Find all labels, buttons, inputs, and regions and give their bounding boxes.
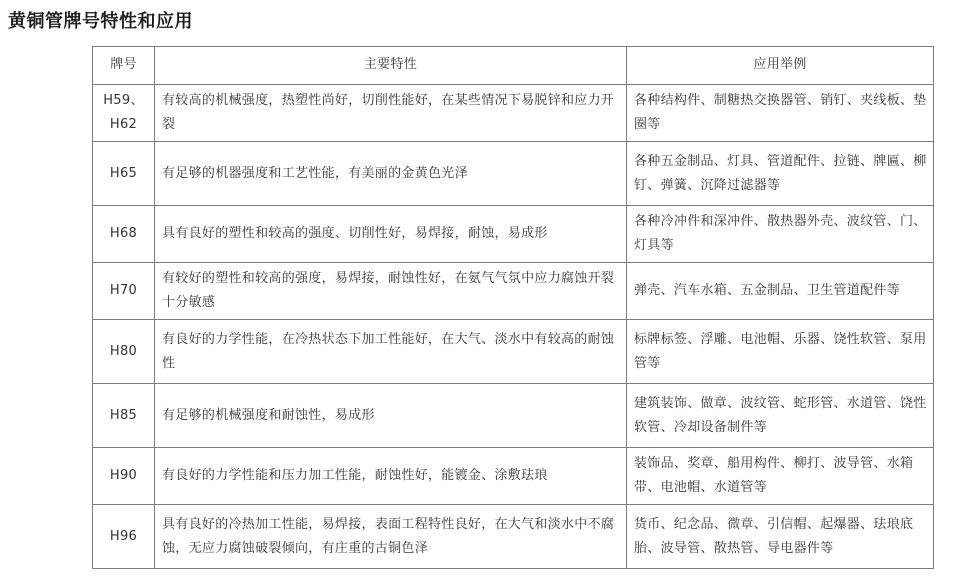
- page-title: 黄铜管牌号特性和应用: [8, 11, 193, 32]
- table-row: [93, 384, 934, 448]
- header-features: 主要特性: [155, 47, 627, 85]
- grade-cell: H68: [93, 206, 155, 263]
- table-row: [93, 142, 934, 206]
- table-row: [93, 206, 934, 263]
- grade-cell: H80: [93, 320, 155, 384]
- applications-cell: 标牌标签、浮雕、电池帽、乐器、饶性软管、泵用管等: [627, 320, 934, 384]
- table-row: [93, 505, 934, 569]
- grade-cell: H96: [93, 505, 155, 569]
- table-row: [93, 320, 934, 384]
- features-cell: 有良好的力学性能，在冷热状态下加工性能好，在大气、淡水中有较高的耐蚀性: [155, 320, 627, 384]
- applications-cell: 货币、纪念品、微章、引信帽、起爆器、珐琅底胎、波导管、散热管、导电器件等: [627, 505, 934, 569]
- features-cell: 有足够的机器强度和工艺性能，有美丽的金黄色光泽: [155, 142, 627, 206]
- table-header-row: [93, 47, 934, 85]
- table-row: [93, 448, 934, 505]
- features-cell: 有较高的机械强度，热塑性尚好，切削性能好，在某些情况下易脱锌和应力开裂: [155, 85, 627, 142]
- header-grade: 牌号: [93, 47, 155, 85]
- grade-cell: H90: [93, 448, 155, 505]
- grade-cell: H65: [93, 142, 155, 206]
- features-cell: 有足够的机械强度和耐蚀性，易成形: [155, 384, 627, 448]
- features-cell: 具有良好的塑性和较高的强度、切削性好，易焊接，耐蚀，易成形: [155, 206, 627, 263]
- brass-grade-table: [92, 46, 934, 569]
- features-cell: 有较好的塑性和较高的强度，易焊接，耐蚀性好，在氨气气氛中应力腐蚀开裂十分敏感: [155, 263, 627, 320]
- applications-cell: 各种冷冲件和深冲件、散热器外壳、波纹管、门、灯具等: [627, 206, 934, 263]
- applications-cell: 弹壳、汽车水箱、五金制品、卫生管道配件等: [627, 263, 934, 320]
- applications-cell: 建筑装饰、做章、波纹管、蛇形管、水道管、饶性软管、冷却设备制件等: [627, 384, 934, 448]
- grade-cell: H85: [93, 384, 155, 448]
- grade-cell: H70: [93, 263, 155, 320]
- grade-cell: H59、H62: [93, 85, 155, 142]
- features-cell: 有良好的力学性能和压力加工性能，耐蚀性好，能镀金、涂敷珐琅: [155, 448, 627, 505]
- applications-cell: 装饰品、奖章、船用构件、柳打、波导管、水箱带、电池帽、水道管等: [627, 448, 934, 505]
- features-cell: 具有良好的冷热加工性能，易焊接，表面工程特性良好，在大气和淡水中不腐蚀，无应力腐蚀破裂倾向，有庄重的古铜色泽: [155, 505, 627, 569]
- header-applications: 应用举例: [627, 47, 934, 85]
- table-row: [93, 263, 934, 320]
- table-row: [93, 85, 934, 142]
- applications-cell: 各种五金制品、灯具、管道配件、拉链、牌匾、柳钉、弹簧、沉降过滤器等: [627, 142, 934, 206]
- applications-cell: 各种结构件、制糖热交换器管、销钉、夹线板、垫圈等: [627, 85, 934, 142]
